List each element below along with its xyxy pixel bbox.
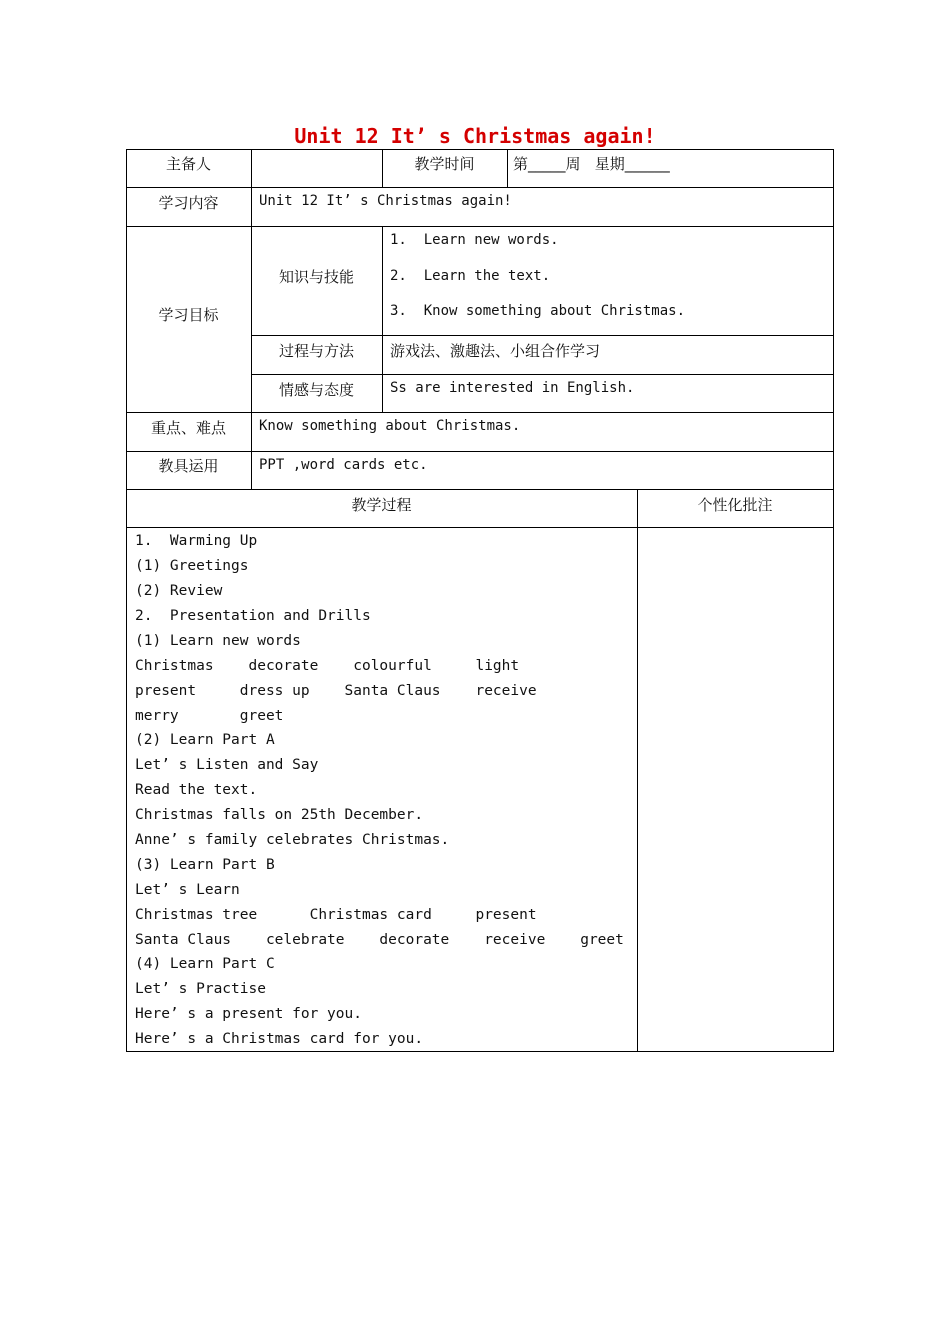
process-line: Here’ s a present for you. [135, 1006, 362, 1022]
process-header: 教学过程 [351, 496, 412, 514]
attitude-value: Ss are interested in English. [390, 380, 635, 396]
objectives-label: 学习目标 [158, 306, 219, 324]
process-line: Let’ s Learn [135, 882, 240, 898]
process-line: Read the text. [135, 782, 258, 798]
knowledge-item-1: 1. Learn new words. [390, 232, 559, 248]
knowledge-item-2: 2. Learn the text. [390, 268, 551, 284]
process-line: Santa Claus celebrate decorate receive greet [135, 932, 624, 948]
process-line: (4) Learn Part C [135, 956, 275, 972]
process-line: (1) Greetings [135, 558, 249, 574]
process-line: Here’ s a Christmas card for you. [135, 1031, 424, 1047]
knowledge-item-3: 3. Know something about Christmas. [390, 303, 686, 319]
key-points-value: Know something about Christmas. [259, 418, 521, 434]
process-line: (2) Review [135, 583, 223, 599]
teaching-time-value: 第_____周 星期______ [513, 155, 670, 173]
document-title: Unit 12 It’ s Christmas again! [294, 124, 656, 148]
content-value: Unit 12 It’ s Christmas again! [259, 193, 512, 209]
content-label: 学习内容 [158, 194, 219, 212]
key-points-label: 重点、难点 [150, 419, 226, 437]
process-line: Let’ s Listen and Say [135, 757, 319, 773]
process-line: merry greet [135, 708, 284, 724]
process-line: Christmas tree Christmas card present [135, 907, 537, 923]
preparer-label: 主备人 [165, 155, 211, 173]
tools-value: PPT ,word cards etc. [259, 457, 428, 473]
process-line: 2. Presentation and Drills [135, 608, 371, 624]
knowledge-skills-label: 知识与技能 [278, 268, 354, 286]
notes-header: 个性化批注 [697, 496, 773, 514]
process-method-label: 过程与方法 [278, 342, 354, 360]
process-line: present dress up Santa Claus receive [135, 683, 537, 699]
process-line: Christmas decorate colourful light [135, 658, 520, 674]
process-method-value: 游戏法、激趣法、小组合作学习 [390, 342, 601, 360]
tools-label: 教具运用 [158, 457, 219, 475]
process-line: (3) Learn Part B [135, 857, 275, 873]
process-line: (1) Learn new words [135, 633, 301, 649]
process-line: Let’ s Practise [135, 981, 266, 997]
process-line: Christmas falls on 25th December. [135, 807, 424, 823]
process-line: (2) Learn Part A [135, 732, 275, 748]
process-line: 1. Warming Up [135, 533, 258, 549]
teaching-time-label: 教学时间 [414, 155, 475, 173]
notes-area [638, 528, 833, 1051]
process-line: Anne’ s family celebrates Christmas. [135, 832, 450, 848]
attitude-label: 情感与态度 [278, 381, 354, 399]
